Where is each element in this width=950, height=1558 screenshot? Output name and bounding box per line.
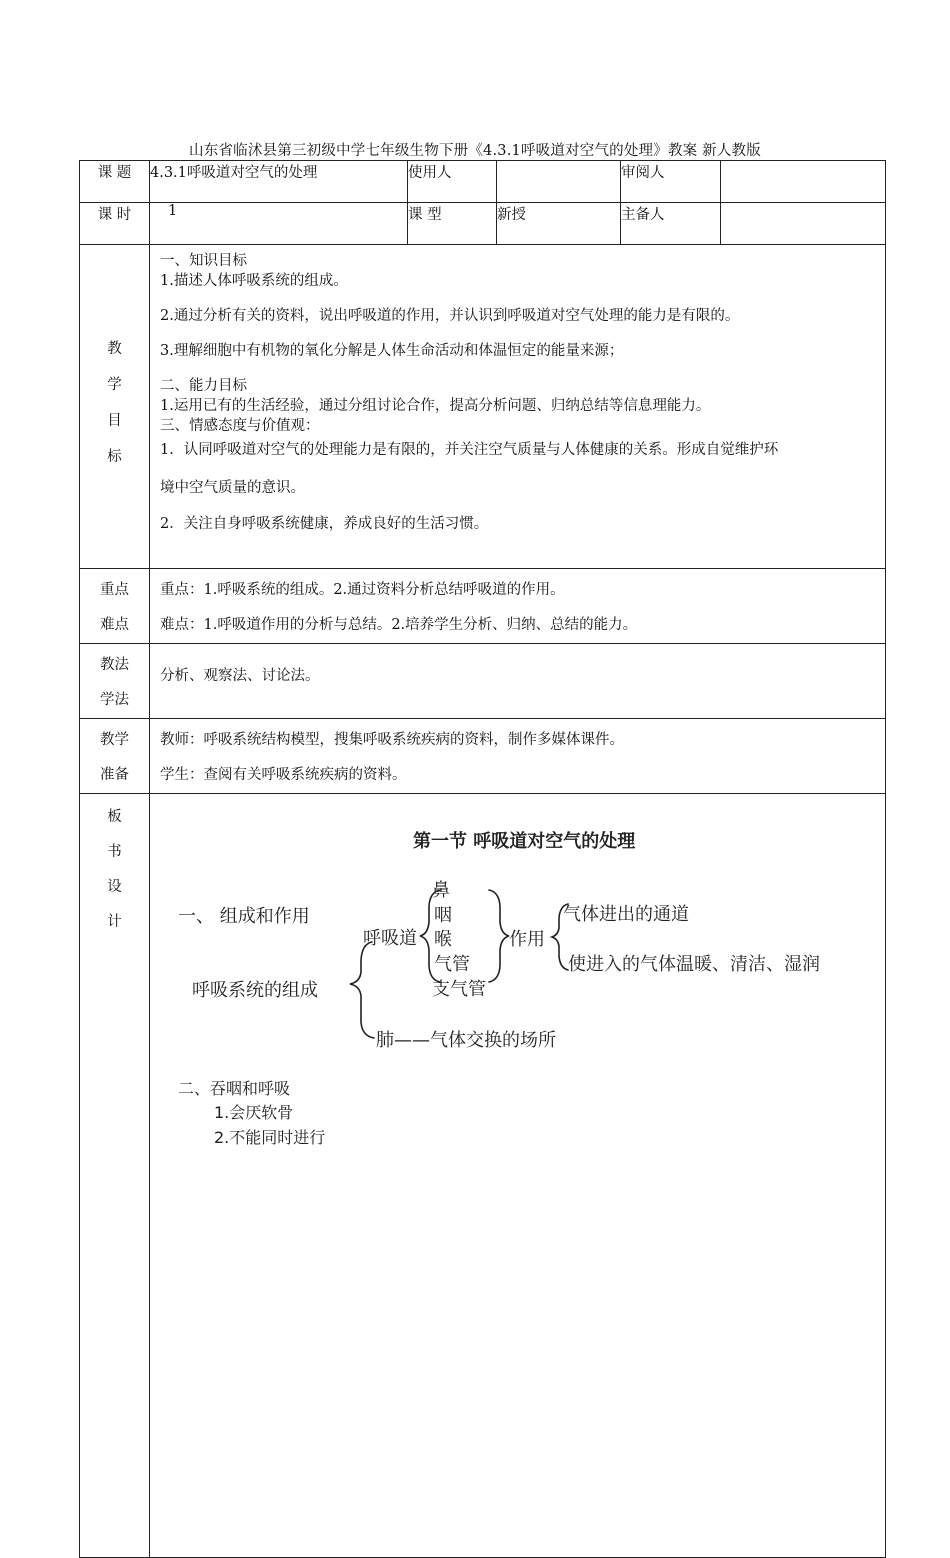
row-keypoints xyxy=(80,569,886,644)
keypoints-line: 重点：1.呼吸系统的组成。2.通过资料分析总结呼吸道的作用。 xyxy=(160,582,565,598)
preparation-label: 准备 xyxy=(100,767,129,783)
section2-item-2: 2.不能同时进行 xyxy=(214,1128,326,1147)
function-1: 气体进出的通道 xyxy=(563,904,689,925)
user-label: 使用人 xyxy=(408,161,497,203)
objectives-line: 1．认同呼吸道对空气的处理能力是有限的，并关注空气质量与人体健康的关系。形成自觉维护环 xyxy=(160,442,779,458)
lesson-plan-table xyxy=(79,160,886,1558)
objectives-line: 三、情感态度与价值观： xyxy=(160,418,320,434)
objectives-label-char: 标 xyxy=(107,449,122,465)
keypoints-label-cell xyxy=(80,569,150,644)
keypoints-label: 难点 xyxy=(100,617,129,633)
objectives-content xyxy=(150,245,886,569)
preparation-line: 学生：查阅有关呼吸系统疾病的资料。 xyxy=(160,767,407,783)
period-value: 1 xyxy=(150,203,408,245)
reviewer-value xyxy=(721,161,886,203)
row-methods xyxy=(80,644,886,719)
organs-right-brace xyxy=(489,890,509,982)
section2-title: 二、吞咽和呼吸 xyxy=(178,1079,291,1098)
preparation-line: 教师：呼吸系统结构模型，搜集呼吸系统疾病的资料，制作多媒体课件。 xyxy=(160,732,624,748)
objectives-label-char: 目 xyxy=(107,413,122,429)
topic-label: 课 题 xyxy=(80,161,150,203)
board-label-char: 书 xyxy=(107,844,122,860)
organ-bronchi: 支气管 xyxy=(432,979,486,1000)
objectives-line: 一、知识目标 xyxy=(160,253,247,269)
function-2: 使进入的气体温暖、清洁、湿润 xyxy=(568,954,820,975)
keypoints-label: 重点 xyxy=(100,582,129,598)
row-topic xyxy=(80,161,886,203)
type-label: 课 型 xyxy=(408,203,497,245)
period-label: 课 时 xyxy=(80,203,150,245)
objectives-line: 1.运用已有的生活经验，通过分组讨论合作，提高分析问题、归纳总结等信息理能力。 xyxy=(160,398,711,414)
system-brace xyxy=(350,942,374,1038)
page-title: 山东省临沭县第三初级中学七年级生物下册《4.3.1呼吸道对空气的处理》教案 新人教版 xyxy=(189,143,761,159)
board-label-char: 计 xyxy=(107,914,122,930)
row-preparation xyxy=(80,719,886,794)
row-board xyxy=(80,794,886,1558)
organ-larynx: 喉 xyxy=(434,929,452,950)
reviewer-label: 审阅人 xyxy=(621,161,721,203)
objectives-label-char: 学 xyxy=(107,377,122,393)
methods-label: 学法 xyxy=(100,692,129,708)
methods-label-cell xyxy=(80,644,150,719)
type-value: 新授 xyxy=(497,203,621,245)
board-label-char: 板 xyxy=(107,809,122,825)
board-label-char: 设 xyxy=(107,879,122,895)
preparer-value xyxy=(721,203,886,245)
section2-item-1: 1.会厌软骨 xyxy=(214,1103,294,1122)
objectives-line: 2．关注自身呼吸系统健康，养成良好的生活习惯。 xyxy=(160,516,489,532)
objectives-label-char: 教 xyxy=(107,341,122,357)
tract-label: 呼吸道 xyxy=(363,928,417,949)
function-label: 作用 xyxy=(509,929,545,950)
objectives-line: 二、能力目标 xyxy=(160,378,247,394)
methods-content xyxy=(150,644,886,719)
keypoints-content xyxy=(150,569,886,644)
system-label: 呼吸系统的组成 xyxy=(192,980,318,1001)
objectives-label-cell xyxy=(80,245,150,569)
organ-pharynx: 咽 xyxy=(434,905,452,926)
objectives-line: 1.描述人体呼吸系统的组成。 xyxy=(160,273,348,289)
objectives-line: 2.通过分析有关的资料，说出呼吸道的作用，并认识到呼吸道对空气处理的能力是有限的。 xyxy=(160,308,740,324)
preparation-content xyxy=(150,719,886,794)
preparation-label: 教学 xyxy=(100,732,129,748)
objectives-line: 境中空气质量的意识。 xyxy=(160,480,305,496)
board-label-cell xyxy=(80,794,150,1558)
board-design-cell xyxy=(150,794,886,1558)
board-heading: 第一节 呼吸道对空气的处理 xyxy=(413,831,636,852)
board-diagram xyxy=(150,794,885,1547)
section1-title: 一、 组成和作用 xyxy=(178,906,310,927)
topic-value: 4.3.1呼吸道对空气的处理 xyxy=(150,161,408,203)
preparation-label-cell xyxy=(80,719,150,794)
lung-line: 肺——气体交换的场所 xyxy=(376,1030,556,1051)
organ-nose: 鼻 xyxy=(432,880,450,901)
organ-trachea: 气管 xyxy=(434,954,470,975)
user-value xyxy=(497,161,621,203)
row-period xyxy=(80,203,886,245)
methods-label: 教法 xyxy=(100,657,129,673)
row-objectives xyxy=(80,245,886,569)
objectives-line: 3.理解细胞中有机物的氧化分解是人体生命活动和体温恒定的能量来源； xyxy=(160,343,624,359)
methods-text: 分析、观察法、讨论法。 xyxy=(160,668,320,684)
preparer-label: 主备人 xyxy=(621,203,721,245)
keypoints-line: 难点：1.呼吸道作用的分析与总结。2.培养学生分析、归纳、总结的能力。 xyxy=(160,617,638,633)
